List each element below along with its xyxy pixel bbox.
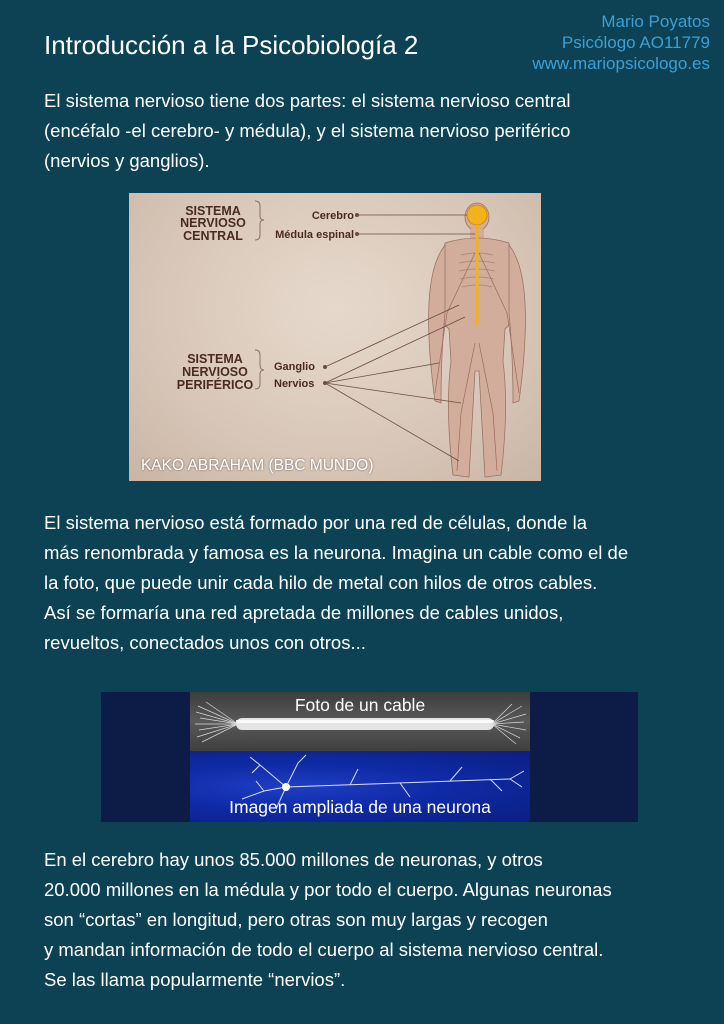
paragraph-line: la foto, que puede unir cada hilo de metal con hilos de otros cables. <box>44 572 598 593</box>
paragraph-line: más renombrada y famosa es la neurona. Imagina un cable como el de <box>44 542 629 563</box>
paragraph-neuron-network <box>44 508 714 658</box>
author-info <box>532 11 710 74</box>
cable-neuron-comparison <box>101 692 638 822</box>
peripheral-heading-line: SISTEMA <box>187 352 243 366</box>
label-medula-espinal: Médula espinal <box>275 229 354 241</box>
author-license: Psicólogo AO11779 <box>561 33 710 52</box>
central-heading-line: NERVIOSO <box>180 216 246 230</box>
author-website[interactable]: www.mariopsicologo.es <box>532 54 710 73</box>
peripheral-bracket <box>255 350 264 389</box>
label-ganglio: Ganglio <box>274 361 315 373</box>
spinal-cord-highlight <box>476 225 479 325</box>
peripheral-heading-line: NERVIOSO <box>182 365 248 379</box>
central-bracket <box>255 201 264 240</box>
brain-highlight <box>467 205 487 225</box>
central-heading-line: SISTEMA <box>185 204 241 218</box>
label-nervios: Nervios <box>274 378 315 390</box>
paragraph-line: El sistema nervioso está formado por una red de células, donde la <box>44 512 587 533</box>
image-credit: KAKO ABRAHAM (BBC MUNDO) <box>141 457 374 474</box>
cable-caption: Foto de un cable <box>294 695 426 715</box>
nervous-system-illustration <box>129 193 541 481</box>
paragraph-line: Así se formaría una red apretada de millones de cables unidos, <box>44 602 564 623</box>
peripheral-heading-line: PERIFÉRICO <box>176 378 254 392</box>
paragraph-neuron-count <box>44 845 714 995</box>
label-cerebro: Cerebro <box>311 210 354 222</box>
paragraph-line: 20.000 millones en la médula y por todo el cuerpo. Algunas neuronas <box>44 879 612 900</box>
paragraph-nervous-system-parts <box>44 86 714 176</box>
paragraph-line: son “cortas” en longitud, pero otras son muy largas y recogen <box>44 909 548 930</box>
neuron-image <box>190 751 530 822</box>
paragraph-line: Se las llama popularmente “nervios”. <box>44 969 346 990</box>
neuron-caption: Imagen ampliada de una neurona <box>229 797 491 817</box>
cable-photo <box>190 692 530 751</box>
nervous-system-diagram <box>129 193 541 481</box>
paragraph-line: En el cerebro hay unos 85.000 millones de neuronas, y otros <box>44 849 543 870</box>
paragraph-line: El sistema nervioso tiene dos partes: el sistema nervioso central <box>44 90 571 111</box>
paragraph-line: y mandan información de todo el cuerpo al sistema nervioso central. <box>44 939 604 960</box>
author-name: Mario Poyatos <box>601 12 710 31</box>
paragraph-line: (nervios y ganglios). <box>44 150 210 171</box>
central-heading-line: CENTRAL <box>183 229 243 243</box>
paragraph-line: revueltos, conectados unos con otros... <box>44 632 366 653</box>
page-title: Introducción a la Psicobiología 2 <box>44 30 419 60</box>
paragraph-line: (encéfalo -el cerebro- y médula), y el sistema nervioso periférico <box>44 120 571 141</box>
